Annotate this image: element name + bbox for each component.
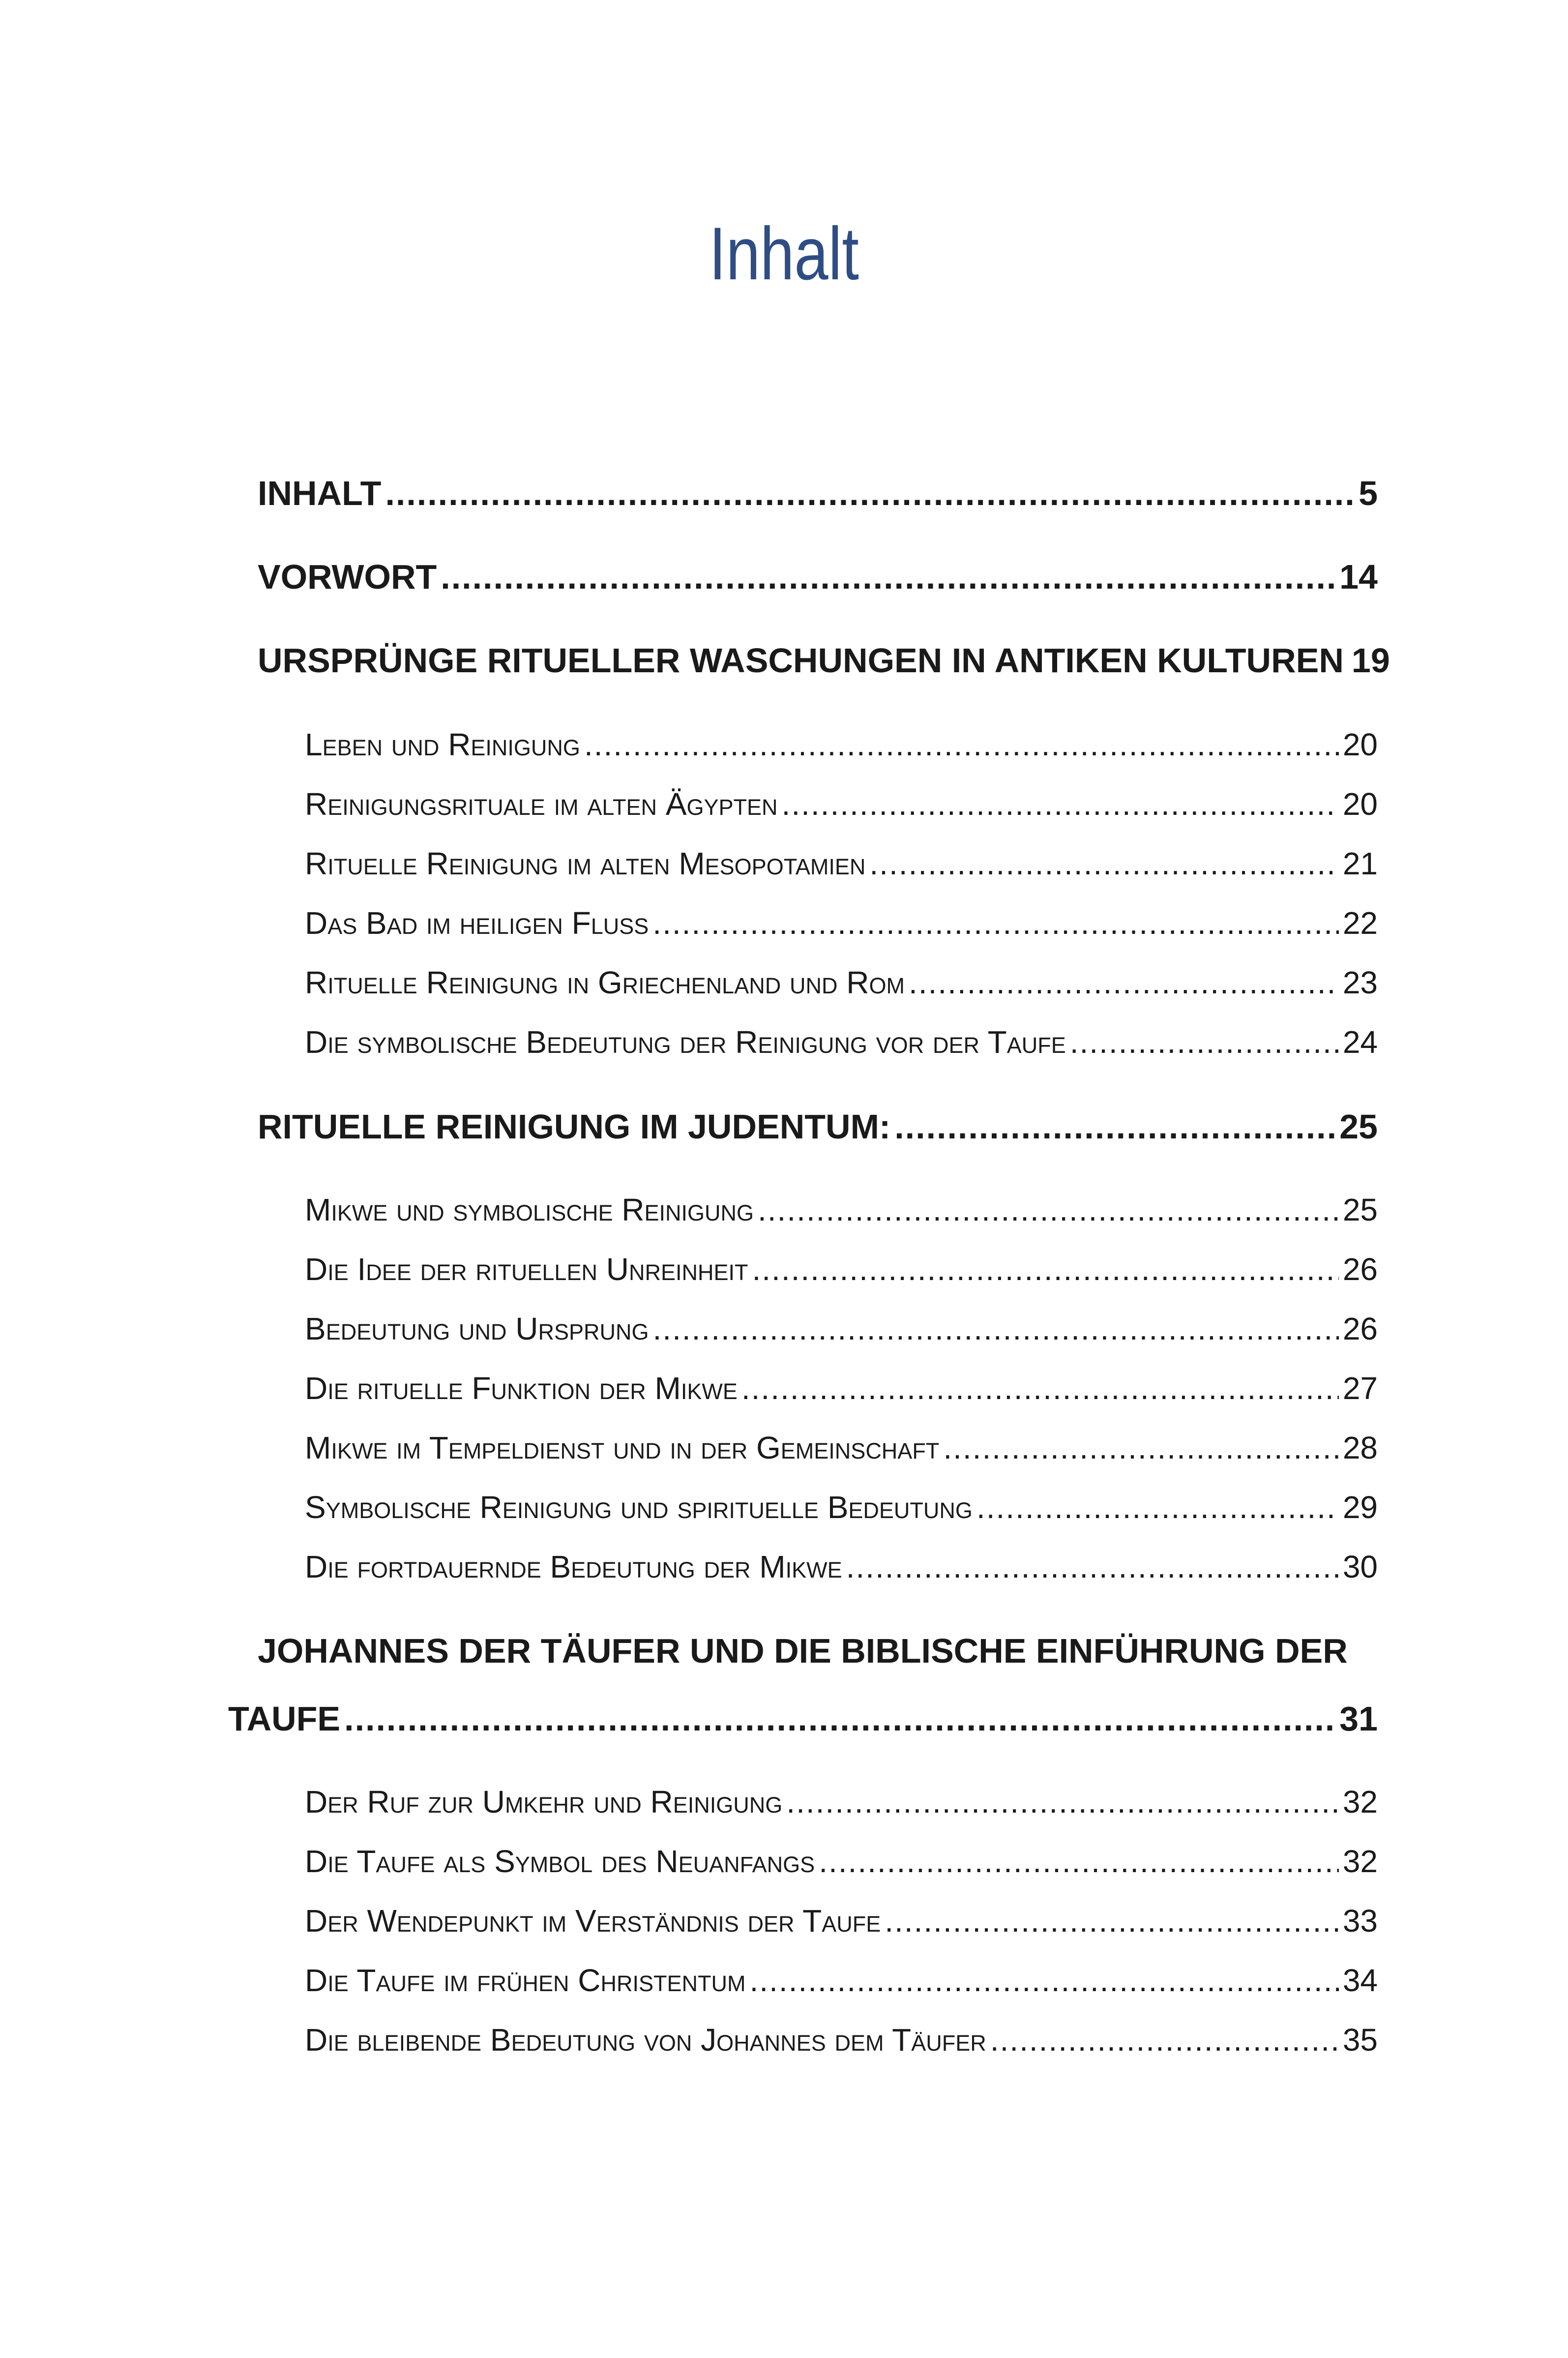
toc-section[interactable]: [305, 1965, 1378, 1996]
dot-leader: [441, 560, 1335, 594]
toc-section[interactable]: [305, 967, 1378, 998]
toc-entry-page: 25: [1342, 1192, 1378, 1227]
toc-section[interactable]: [305, 907, 1378, 939]
toc-chapter-johannes-line1[interactable]: JOHANNES DER TÄUFER UND DIE BIBLISCHE EINFÜHRUNG DER: [258, 1632, 1348, 1670]
toc-entry-page: 27: [1342, 1371, 1378, 1406]
dot-leader: [752, 1254, 1338, 1285]
toc-entry-page: 24: [1342, 1024, 1378, 1060]
toc-entry-page: 5: [1359, 474, 1378, 512]
toc-chapter-judentum[interactable]: [258, 1109, 1378, 1144]
toc-entry-label: Symbolische Reinigung und spirituelle Bedeutung: [305, 1490, 973, 1525]
toc-entry-page: 20: [1342, 786, 1378, 822]
page-title: Inhalt: [709, 212, 859, 296]
toc-section[interactable]: [305, 1254, 1378, 1285]
toc-section[interactable]: [305, 1846, 1378, 1877]
dot-leader: [819, 1846, 1339, 1877]
dot-leader: [943, 1432, 1339, 1463]
toc-entry-page: 23: [1342, 965, 1378, 1000]
toc-entry-page: 26: [1342, 1252, 1378, 1287]
toc-section[interactable]: [305, 1026, 1378, 1058]
dot-leader: [741, 1373, 1339, 1404]
dot-leader: [846, 1551, 1339, 1582]
toc-entry-label: Bedeutung und Ursprung: [305, 1311, 649, 1346]
dot-leader: [885, 1905, 1339, 1937]
dot-leader: [990, 2024, 1339, 2056]
dot-leader: [869, 848, 1338, 879]
toc-entry-page: 28: [1342, 1430, 1378, 1465]
dot-leader: [758, 1194, 1339, 1225]
toc-entry-page: 32: [1342, 1784, 1378, 1820]
toc-chapter-urspruenge[interactable]: [258, 641, 1390, 680]
toc-entry-label: Der Wendepunkt im Verständnis der Taufe: [305, 1903, 881, 1939]
toc-entry-page: 26: [1342, 1311, 1378, 1346]
dot-leader: [976, 1492, 1339, 1523]
toc-chapter-vorwort[interactable]: [258, 560, 1378, 594]
dot-leader: [1070, 1026, 1339, 1058]
toc-entry-label: Die bleibende Bedeutung von Johannes dem Täufer: [305, 2022, 986, 2058]
toc-entry-label: Die Taufe im frühen Christentum: [305, 1963, 746, 1998]
toc-entry-label: Der Ruf zur Umkehr und Reinigung: [305, 1784, 783, 1820]
toc-entry-page: 34: [1342, 1963, 1378, 1998]
toc-entry-label: Das Bad im heiligen Fluss: [305, 905, 649, 941]
toc-section[interactable]: [305, 729, 1378, 760]
toc-section[interactable]: [305, 1786, 1378, 1818]
dot-leader: [782, 788, 1339, 820]
toc-entry-label: URSPRÜNGE RITUELLER WASCHUNGEN IN ANTIKEN KULTUREN: [258, 641, 1344, 680]
toc-entry-label: Reinigungsrituale im alten Ägypten: [305, 786, 778, 822]
toc-entry-page: 32: [1342, 1844, 1378, 1879]
dot-leader: [653, 1313, 1339, 1344]
toc-entry-label: Die fortdauernde Bedeutung der Mikwe: [305, 1549, 842, 1584]
dot-leader: [344, 1701, 1335, 1736]
toc-entry-page: 33: [1342, 1903, 1378, 1939]
toc-entry-label: Leben und Reinigung: [305, 727, 580, 762]
toc-entry-page: 19: [1351, 641, 1390, 680]
toc-section[interactable]: [305, 1432, 1378, 1463]
dot-leader: [750, 1965, 1339, 1996]
toc-section[interactable]: [305, 788, 1378, 820]
dot-leader: [584, 729, 1339, 760]
dot-leader: [786, 1786, 1339, 1818]
toc-entry-page: 22: [1342, 905, 1378, 941]
toc-entry-page: 31: [1339, 1700, 1378, 1738]
toc-section[interactable]: [305, 1492, 1378, 1523]
toc-chapter-inhalt[interactable]: [258, 476, 1378, 510]
dot-leader: [385, 476, 1355, 510]
toc-entry-label: Mikwe im Tempeldienst und in der Gemeinschaft: [305, 1430, 940, 1465]
toc-entry-page: 14: [1339, 558, 1378, 596]
toc-entry-label: Rituelle Reinigung in Griechenland und Rom: [305, 965, 905, 1000]
toc-section[interactable]: [305, 1313, 1378, 1344]
toc-section[interactable]: [305, 2024, 1378, 2056]
dot-leader: [652, 907, 1339, 939]
toc-entry-page: 35: [1342, 2022, 1378, 2058]
toc-section[interactable]: [305, 1905, 1378, 1937]
toc-section[interactable]: [305, 1194, 1378, 1225]
toc-entry-label: Die symbolische Bedeutung der Reinigung vor der Taufe: [305, 1024, 1066, 1060]
dot-leader: [894, 1109, 1335, 1144]
toc-entry-page: 29: [1342, 1490, 1378, 1525]
toc-entry-label: Mikwe und symbolische Reinigung: [305, 1192, 754, 1227]
toc-section[interactable]: [305, 1551, 1378, 1582]
toc-entry-label: Die Taufe als Symbol des Neuanfangs: [305, 1844, 815, 1879]
toc-entry-page: 25: [1339, 1107, 1378, 1146]
toc-entry-label: RITUELLE REINIGUNG IM JUDENTUM:: [258, 1107, 891, 1146]
toc-section[interactable]: [305, 848, 1378, 879]
toc-section[interactable]: [305, 1373, 1378, 1404]
toc-entry-label: Die rituelle Funktion der Mikwe: [305, 1371, 738, 1406]
toc-entry-label: Rituelle Reinigung im alten Mesopotamien: [305, 846, 866, 881]
toc-entry-label: INHALT: [258, 474, 382, 512]
toc-entry-label: VORWORT: [258, 558, 437, 596]
toc-chapter-johannes[interactable]: [228, 1701, 1378, 1736]
toc-entry-page: 21: [1342, 846, 1378, 881]
toc-entry-page: 20: [1342, 727, 1378, 762]
dot-leader: [909, 967, 1339, 998]
toc-entry-page: 30: [1342, 1549, 1378, 1584]
toc-entry-label: Die Idee der rituellen Unreinheit: [305, 1252, 748, 1287]
toc-entry-label: TAUFE: [228, 1700, 341, 1738]
